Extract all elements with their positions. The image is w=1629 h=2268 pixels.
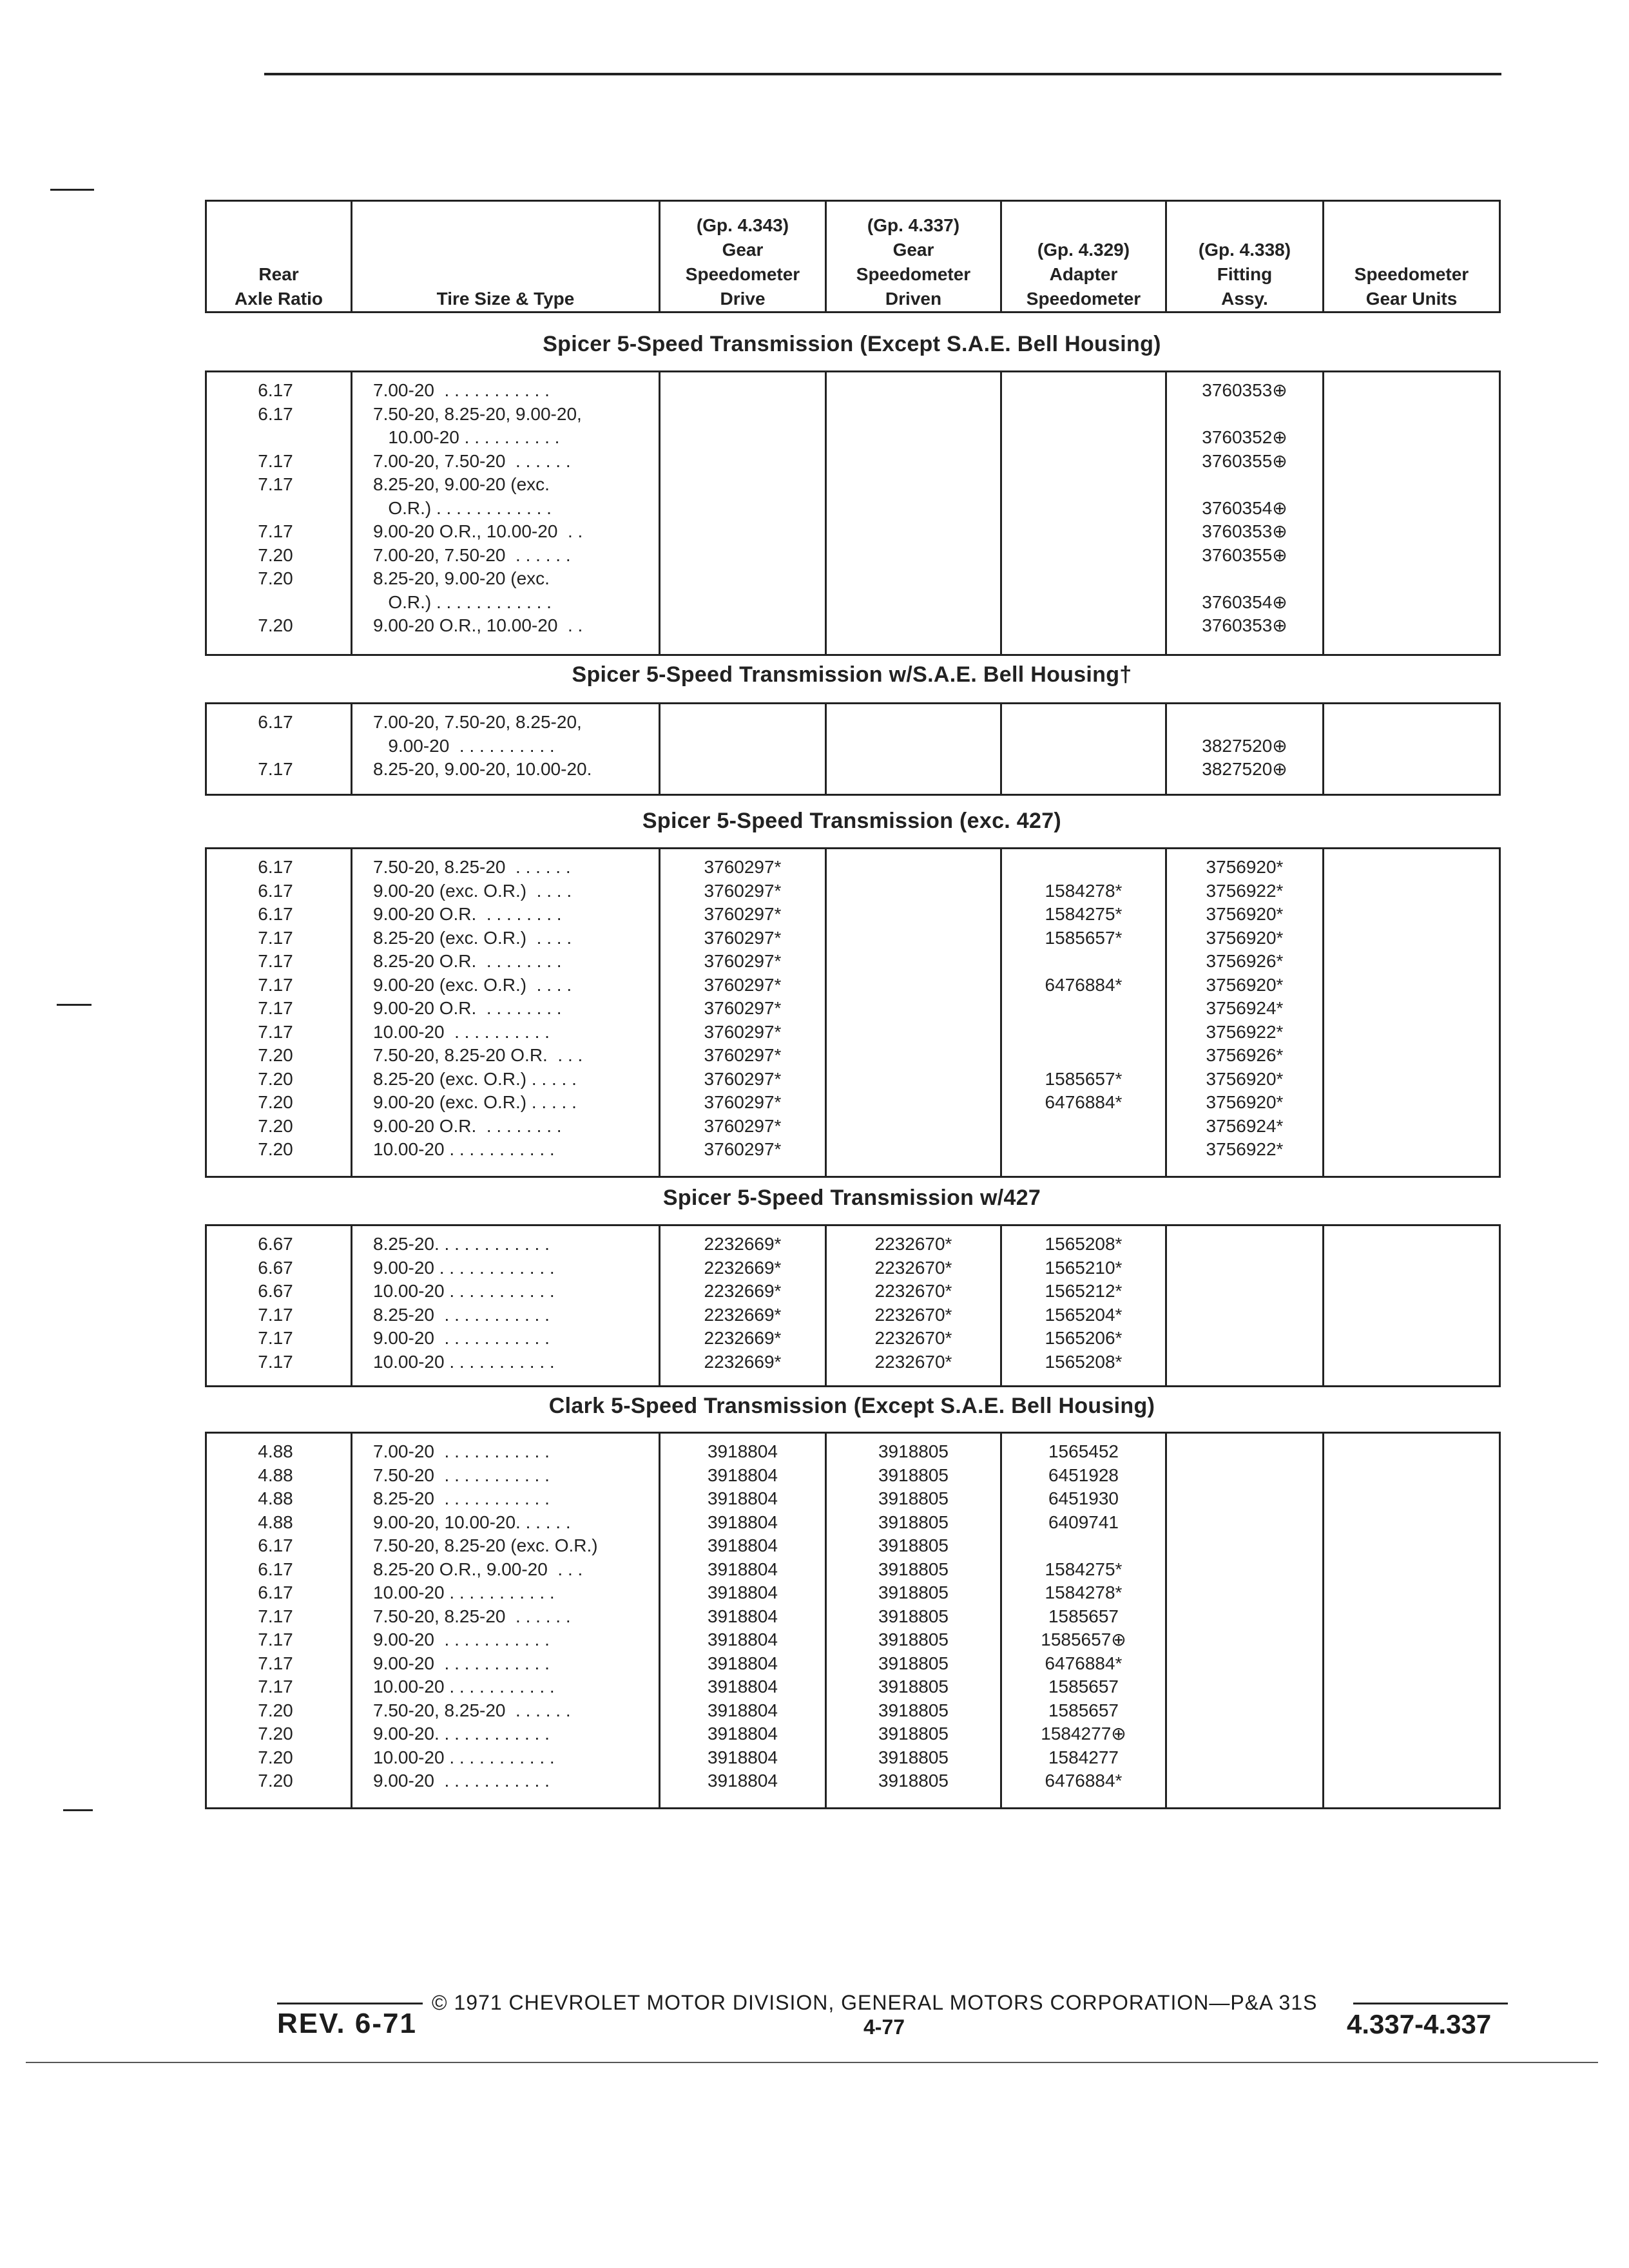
section-number: 4.337-4.337	[1347, 2009, 1492, 2039]
drive-cell: 2232669* 2232669* 2232669* 2232669* 2232669* 2232669*	[660, 1225, 826, 1387]
fitting-cell	[1166, 1433, 1324, 1809]
tire-size-cell: 7.00-20, 7.50-20, 8.25-20, 9.00-20 . . . . . . . . . . 8.25-20, 9.00-20, 10.00-20.	[352, 704, 660, 795]
section-table	[205, 370, 1501, 656]
section-table	[205, 847, 1501, 1178]
axle-ratio-cell: 6.17 6.17 7.17 7.17 7.17 7.20 7.20 7.20	[206, 372, 352, 655]
drive-cell	[660, 704, 826, 795]
driven-cell	[826, 704, 1001, 795]
col-speedometer-gear-units: Speedometer Gear Units	[1324, 201, 1500, 312]
drive-cell	[660, 372, 826, 655]
axle-ratio-cell: 4.88 4.88 4.88 4.88 6.17 6.17 6.17 7.17 7.17 7.17 7.17 7.20 7.20 7.20 7.20	[206, 1433, 352, 1809]
col-fitting-assy: (Gp. 4.338) Fitting Assy.	[1166, 201, 1324, 312]
fitting-cell: 3756920* 3756922* 3756920* 3756920* 3756926* 3756920* 3756924* 3756922* 3756926* 3756920* 3756920* 3756924* 3756922*	[1166, 849, 1324, 1177]
col-gear-speedometer-driven: (Gp. 4.337) Gear Speedometer Driven	[826, 201, 1001, 312]
col-rear-axle-ratio: Rear Axle Ratio	[206, 201, 352, 312]
col-gear-speedometer-drive: (Gp. 4.343) Gear Speedometer Drive	[660, 201, 826, 312]
driven-cell: 2232670* 2232670* 2232670* 2232670* 2232670* 2232670*	[826, 1225, 1001, 1387]
drive-cell: 3760297* 3760297* 3760297* 3760297* 3760297* 3760297* 3760297* 3760297* 3760297* 3760297* 3760297* 3760297* 3760297*	[660, 849, 826, 1177]
adapter-cell	[1001, 372, 1166, 655]
driven-cell: 3918805 3918805 3918805 3918805 3918805 3918805 3918805 3918805 3918805 3918805 3918805 3918805 3918805 3918805 3918805	[826, 1433, 1001, 1809]
revision-label: REV. 6-71	[277, 2008, 417, 2039]
column-header-table	[205, 200, 1501, 313]
gear-units-cell	[1324, 1225, 1500, 1387]
margin-tick	[57, 1004, 92, 1006]
fitting-cell: 3827520⊕ 3827520⊕	[1166, 704, 1324, 795]
bottom-rule	[26, 2062, 1598, 2063]
section-title: Spicer 5-Speed Transmission (exc. 427)	[642, 809, 1062, 833]
col-tire-size-type: Tire Size & Type	[352, 201, 660, 312]
top-rule	[264, 73, 1501, 75]
drive-cell: 3918804 3918804 3918804 3918804 3918804 3918804 3918804 3918804 3918804 3918804 3918804 3918804 3918804 3918804 3918804	[660, 1433, 826, 1809]
section-table	[205, 1432, 1501, 1809]
gear-units-cell	[1324, 372, 1500, 655]
copyright-line: © 1971 CHEVROLET MOTOR DIVISION, GENERAL MOTORS CORPORATION—P&A 31S	[432, 1991, 1318, 2014]
section-title: Spicer 5-Speed Transmission w/S.A.E. Bell Housing†	[572, 662, 1132, 687]
adapter-cell: 1584278* 1584275* 1585657* 6476884* 1585657* 6476884*	[1001, 849, 1166, 1177]
footer-rule-right	[1353, 2003, 1508, 2004]
driven-cell	[826, 372, 1001, 655]
gear-units-cell	[1324, 849, 1500, 1177]
gear-units-cell	[1324, 1433, 1500, 1809]
margin-tick	[63, 1809, 93, 1811]
tire-size-cell: 7.00-20 . . . . . . . . . . . 7.50-20, 8.25-20, 9.00-20, 10.00-20 . . . . . . . . . . 7.00-20, 7.50-20 . . . . . . 8.25-20, 9.00-20 (exc. O.R.) . . . . . . . . . . . . 9.00-20 O.R., 10.00-20 . . 7.00-20, 7.50-20 . . . . . . 8.25-20, 9.00-20 (exc. O.R.) . . . . . . . . . . . . 9.00-20 O.R., 10.00-20 . .	[352, 372, 660, 655]
driven-cell	[826, 849, 1001, 1177]
section-title: Spicer 5-Speed Transmission w/427	[662, 1186, 1041, 1210]
adapter-cell: 1565452 6451928 6451930 6409741 1584275* 1584278* 1585657 1585657⊕ 6476884* 1585657 1585657 1584277⊕ 1584277 6476884*	[1001, 1433, 1166, 1809]
footer-rule-left	[277, 2003, 423, 2004]
section-title: Clark 5-Speed Transmission (Except S.A.E. Bell Housing)	[548, 1394, 1155, 1418]
section-table	[205, 702, 1501, 796]
axle-ratio-cell: 6.67 6.67 6.67 7.17 7.17 7.17	[206, 1225, 352, 1387]
gear-units-cell	[1324, 704, 1500, 795]
fitting-cell: 3760353⊕ 3760352⊕ 3760355⊕ 3760354⊕ 3760353⊕ 3760355⊕ 3760354⊕ 3760353⊕	[1166, 372, 1324, 655]
tire-size-cell: 7.50-20, 8.25-20 . . . . . . 9.00-20 (exc. O.R.) . . . . 9.00-20 O.R. . . . . . . . . 8.25-20 (exc. O.R.) . . . . 8.25-20 O.R. . . . . . . . . 9.00-20 (exc. O.R.) . . . . 9.00-20 O.R. . . . . . . . . 10.00-20 . . . . . . . . . . 7.50-20, 8.25-20 O.R. . . . 8.25-20 (exc. O.R.) . . . . . 9.00-20 (exc. O.R.) . . . . . 9.00-20 O.R. . . . . . . . . 10.00-20 . . . . . . . . . . .	[352, 849, 660, 1177]
margin-tick	[50, 189, 94, 191]
axle-ratio-cell: 6.17 7.17	[206, 704, 352, 795]
tire-size-cell: 8.25-20. . . . . . . . . . . . 9.00-20 . . . . . . . . . . . . 10.00-20 . . . . . . . . . . . 8.25-20 . . . . . . . . . . . 9.00-20 . . . . . . . . . . . 10.00-20 . . . . . . . . . . .	[352, 1225, 660, 1387]
adapter-cell: 1565208* 1565210* 1565212* 1565204* 1565206* 1565208*	[1001, 1225, 1166, 1387]
fitting-cell	[1166, 1225, 1324, 1387]
tire-size-cell: 7.00-20 . . . . . . . . . . . 7.50-20 . . . . . . . . . . . 8.25-20 . . . . . . . . . . . 9.00-20, 10.00-20. . . . . . 7.50-20, 8.25-20 (exc. O.R.) 8.25-20 O.R., 9.00-20 . . . 10.00-20 . . . . . . . . . . . 7.50-20, 8.25-20 . . . . . . 9.00-20 . . . . . . . . . . . 9.00-20 . . . . . . . . . . . 10.00-20 . . . . . . . . . . . 7.50-20, 8.25-20 . . . . . . 9.00-20. . . . . . . . . . . . 10.00-20 . . . . . . . . . . . 9.00-20 . . . . . . . . . . .	[352, 1433, 660, 1809]
page-number: 4-77	[863, 2015, 905, 2039]
col-adapter-speedometer: (Gp. 4.329) Adapter Speedometer	[1001, 201, 1166, 312]
section-title: Spicer 5-Speed Transmission (Except S.A.E. Bell Housing)	[543, 332, 1161, 356]
adapter-cell	[1001, 704, 1166, 795]
axle-ratio-cell: 6.17 6.17 6.17 7.17 7.17 7.17 7.17 7.17 7.20 7.20 7.20 7.20 7.20	[206, 849, 352, 1177]
section-table	[205, 1224, 1501, 1387]
